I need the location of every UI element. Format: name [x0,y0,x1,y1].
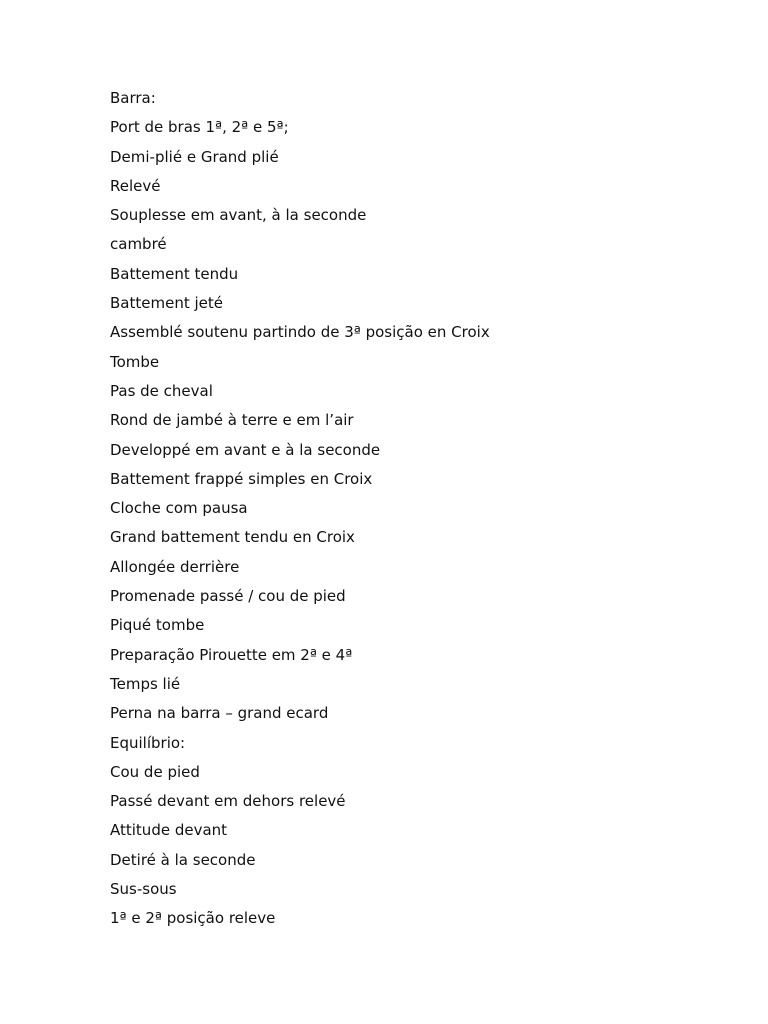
heading-equilibrio: Equilíbrio: [110,733,186,752]
exercise-list [110,84,490,934]
list-item: Developpé em avant e à la seconde [110,440,381,459]
list-item: Attitude devant [110,821,228,840]
list-item: Temps lié [110,674,181,693]
list-item: Allongée derrière [110,557,240,576]
list-item: Demi-plié e Grand plié [110,147,279,166]
list-item: Battement jeté [110,294,223,313]
list-item: cambré [110,235,167,254]
list-item: Battement frappé simples en Croix [110,469,373,488]
list-item: Grand battement tendu en Croix [110,528,355,547]
list-item: Sus-sous [110,880,177,899]
list-item: Relevé [110,176,161,195]
list-item: Passé devant em dehors relevé [110,792,346,811]
list-item: Detiré à la seconde [110,850,256,869]
list-item: Preparação Pirouette em 2ª e 4ª [110,645,353,664]
list-item: Cloche com pausa [110,499,248,518]
list-item: Promenade passé / cou de pied [110,587,346,606]
list-item: Port de bras 1ª, 2ª e 5ª; [110,118,289,137]
list-item: Piqué tombe [110,616,205,635]
list-item: Rond de jambé à terre e em l’air [110,411,354,430]
list-item: Pas de cheval [110,381,213,400]
list-item: Battement tendu [110,264,239,283]
list-item: Assemblé soutenu partindo de 3ª posição en Croix [110,323,490,342]
list-item: Souplesse em avant, à la seconde [110,206,367,225]
list-item: Cou de pied [110,762,200,781]
list-item: 1ª e 2ª posição releve [110,909,276,928]
list-item: Perna na barra – grand ecard [110,704,329,723]
list-item: Tombe [110,352,160,371]
heading-barra: Barra: [110,89,156,107]
